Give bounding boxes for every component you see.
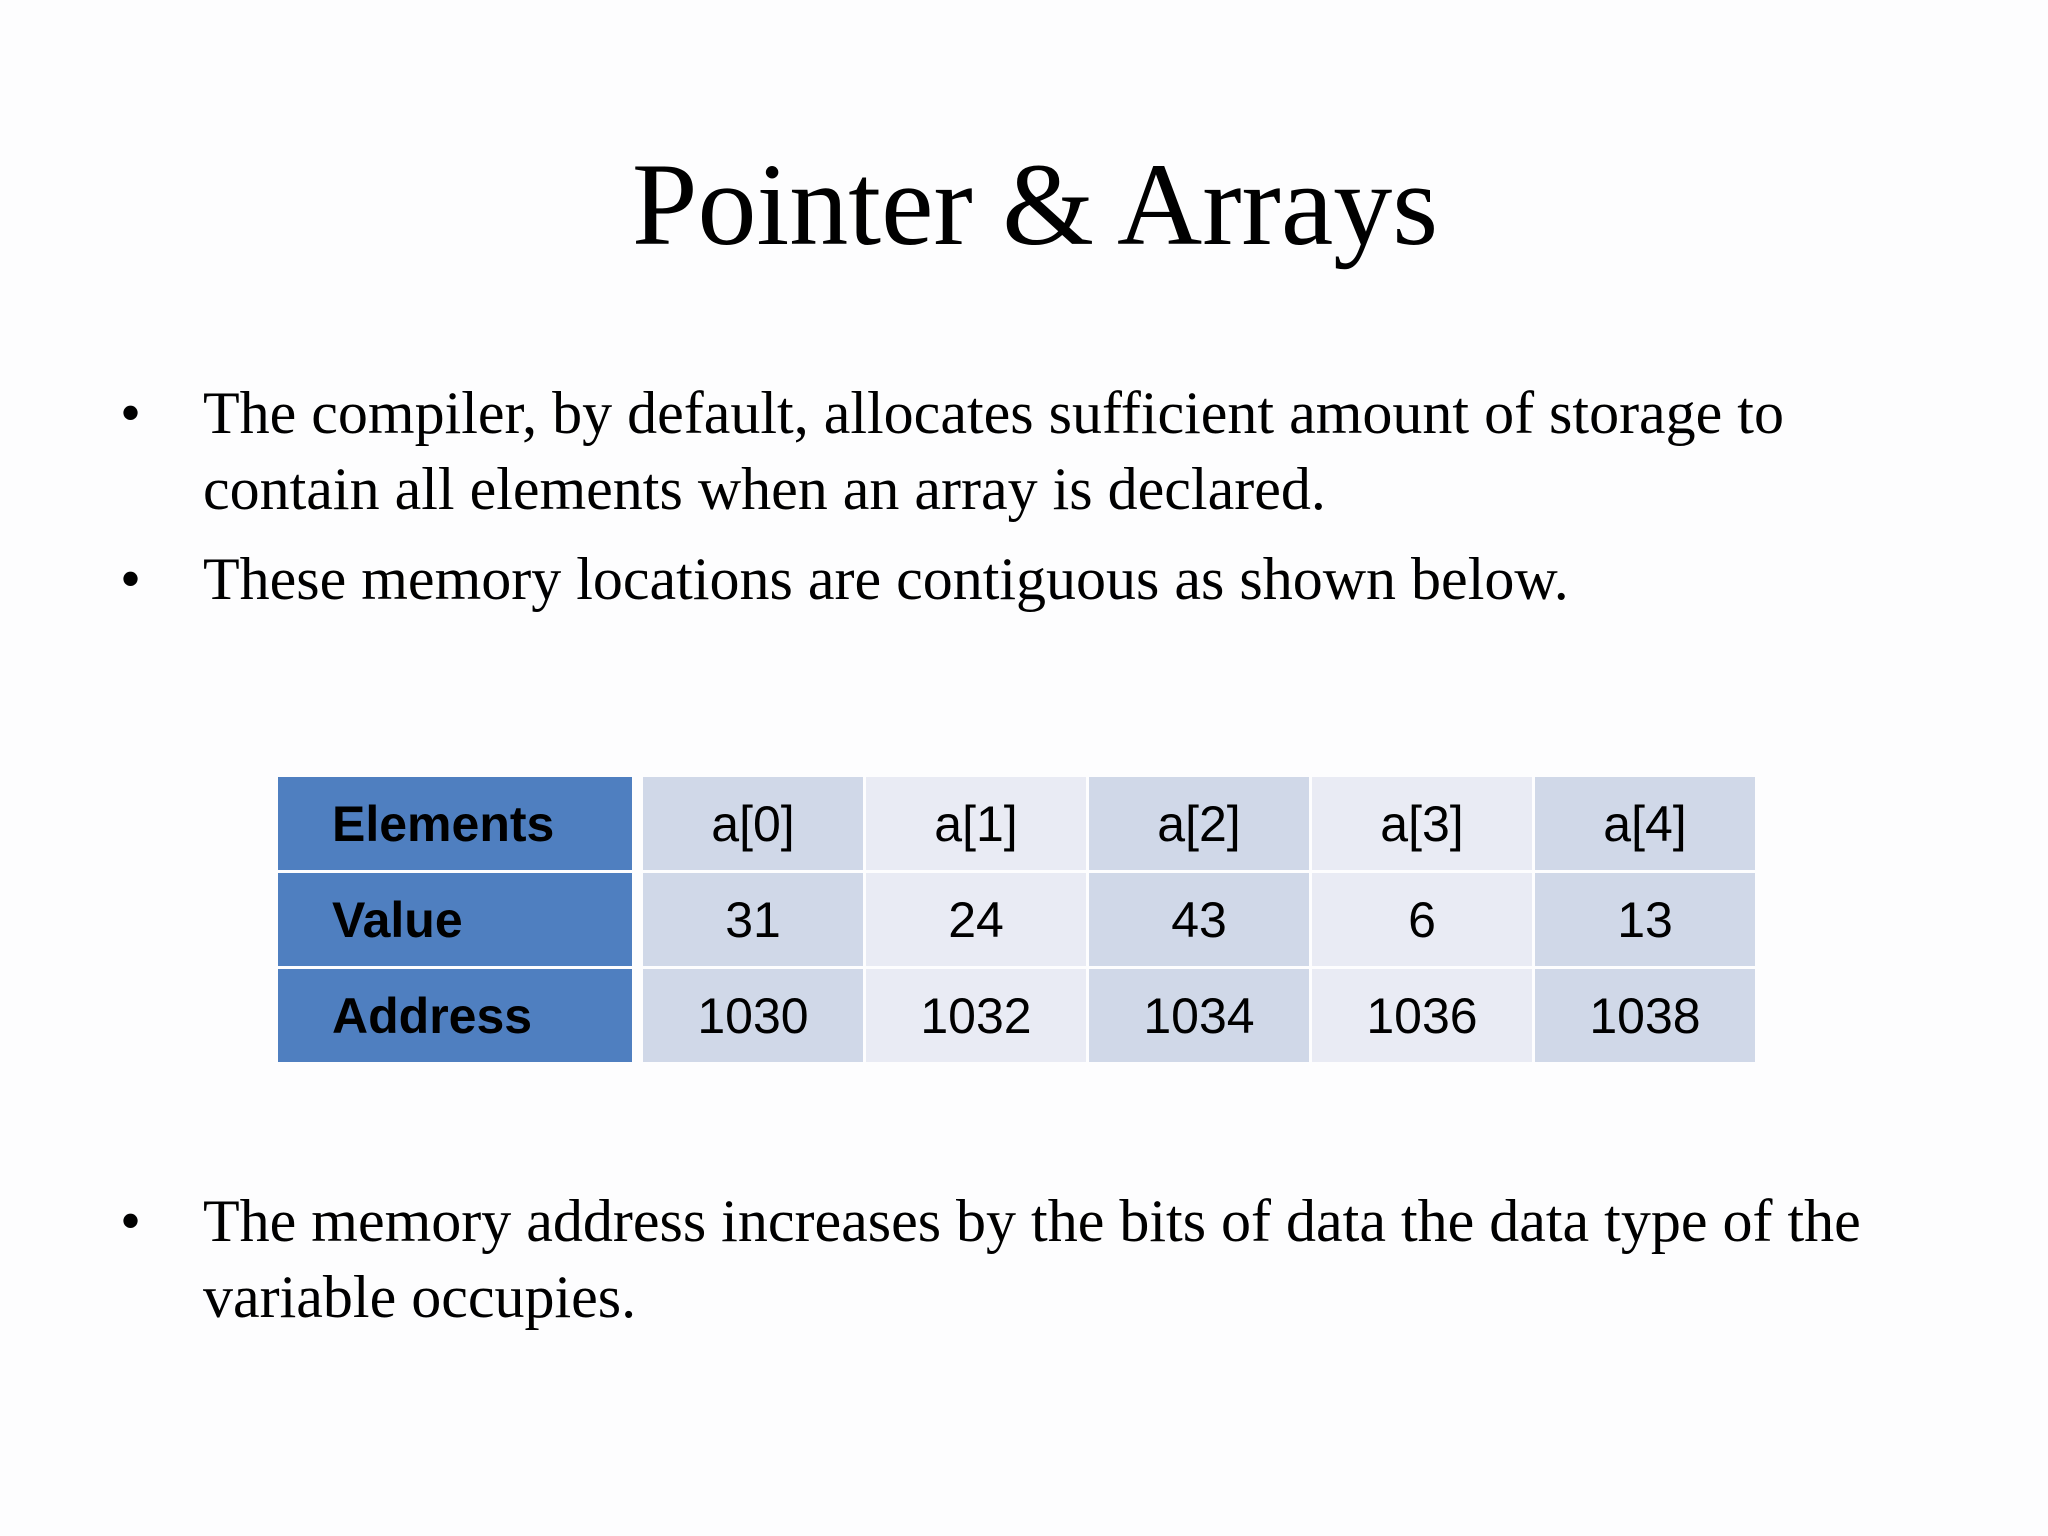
bullet-list-top — [120, 375, 1920, 631]
table-cell: 31 — [643, 873, 863, 966]
table-cell: 13 — [1535, 873, 1755, 966]
bullet-item — [120, 1183, 1920, 1335]
slide-title: Pointer & Arrays — [631, 139, 1439, 270]
table-row-address — [278, 969, 1755, 1062]
bullet-text: The compiler, by default, allocates sufficient amount of storage to contain all elements when an array is declared. — [203, 380, 1784, 522]
bullet-text: The memory address increases by the bits of data the data type of the variable occupies. — [203, 1188, 1861, 1330]
bullet-icon: • — [120, 1188, 142, 1254]
bullet-list-bottom — [120, 1183, 1920, 1349]
table-cell: 1036 — [1312, 969, 1532, 1062]
table-cell: 6 — [1312, 873, 1532, 966]
table-cell: 1038 — [1535, 969, 1755, 1062]
memory-table — [275, 774, 1758, 1065]
row-header: Value — [278, 873, 632, 966]
table-cell: 1030 — [643, 969, 863, 1062]
bullet-item — [120, 541, 1920, 617]
column-gap — [635, 969, 640, 1062]
row-header: Address — [278, 969, 632, 1062]
bullet-text: These memory locations are contiguous as shown below. — [203, 546, 1569, 612]
table-row-elements — [278, 777, 1755, 870]
table-cell: 1032 — [866, 969, 1086, 1062]
table-cell: a[0] — [643, 777, 863, 870]
row-header: Elements — [278, 777, 632, 870]
table-cell: a[3] — [1312, 777, 1532, 870]
table-cell: 24 — [866, 873, 1086, 966]
table-cell: 43 — [1089, 873, 1309, 966]
table-cell: a[1] — [866, 777, 1086, 870]
bullet-icon: • — [120, 546, 142, 612]
column-gap — [635, 777, 640, 870]
table-cell: 1034 — [1089, 969, 1309, 1062]
table-row-value — [278, 873, 1755, 966]
bullet-item — [120, 375, 1920, 527]
bullet-icon: • — [120, 380, 142, 446]
table-cell: a[4] — [1535, 777, 1755, 870]
column-gap — [635, 873, 640, 966]
table-cell: a[2] — [1089, 777, 1309, 870]
